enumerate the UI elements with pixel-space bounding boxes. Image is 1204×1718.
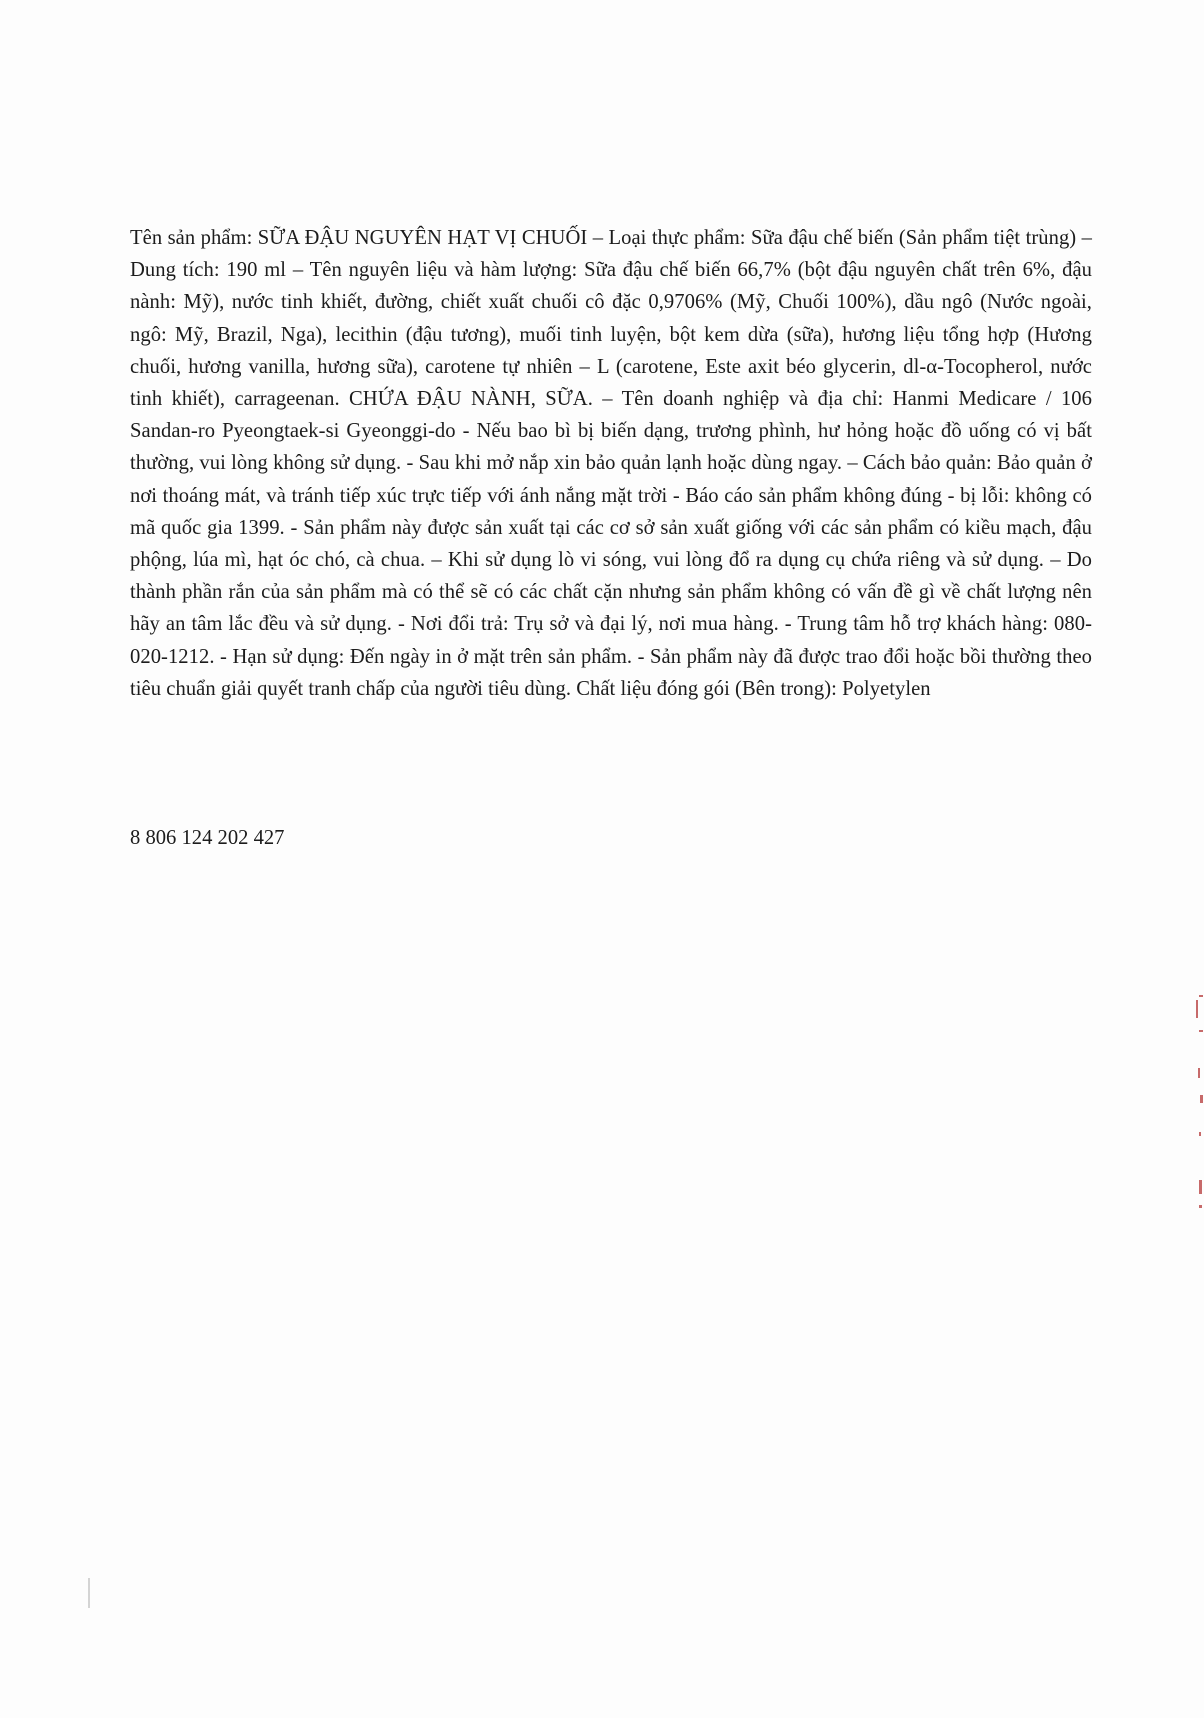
scan-artifact — [1199, 1180, 1202, 1194]
scan-artifact — [1198, 1068, 1200, 1078]
scan-artifact — [1196, 1000, 1198, 1018]
product-label-paragraph: Tên sản phẩm: SỮA ĐẬU NGUYÊN HẠT VỊ CHUỐI – Loại thực phẩm: Sữa đậu chế biến (Sản phẩm tiệt trùng) – Dung tích: 190 ml – Tên nguyên liệu và hàm lượng: Sữa đậu chế biến 66,7% (bột đậu nguyên chất trên 6%, đậu nành: Mỹ), nước tinh khiết, đường, chiết xuất chuối cô đặc 0,9706% (Mỹ, Chuối 100%), dầu ngô (Nước ngoài, ngô: Mỹ, Brazil, Nga), lecithin (đậu tương), muối tinh luyện, bột kem dừa (sữa), hương liệu tổng hợp (Hương chuối, hương vanilla, hương sữa), carotene tự nhiên – L (carotene, Este axit béo glycerin, dl-α-Tocopherol, nước tinh khiết), carrageenan. CHỨA ĐẬU NÀNH, SỮA. – Tên doanh nghiệp và địa chỉ: Hanmi Medicare / 106 Sandan-ro Pyeongtaek-si Gyeonggi-do - Nếu bao bì bị biến dạng, trương phình, hư hỏng hoặc đồ uống có vị bất thường, vui lòng không sử dụng. - Sau khi mở nắp xin bảo quản lạnh hoặc dùng ngay. – Cách bảo quản: Bảo quản ở nơi thoáng mát, và tránh tiếp xúc trực tiếp với ánh nắng mặt trời - Báo cáo sản phẩm không đúng - bị lỗi: không có mã quốc gia 1399. - Sản phẩm này được sản xuất tại các cơ sở sản xuất giống với các sản phẩm có kiều mạch, đậu phộng, lúa mì, hạt óc chó, cà chua. – Khi sử dụng lò vi sóng, vui lòng đổ ra dụng cụ chứa riêng và sử dụng. – Do thành phần rắn của sản phẩm mà có thể sẽ có các chất cặn nhưng sản phẩm không có vấn đề gì về chất lượng nên hãy an tâm lắc đều và sử dụng. - Nơi đổi trả: Trụ sở và đại lý, nơi mua hàng. - Trung tâm hỗ trợ khách hàng: 080-020-1212. - Hạn sử dụng: Đến ngày in ở mặt trên sản phẩm. - Sản phẩm này đã được trao đổi hoặc bồi thường theo tiêu chuẩn giải quyết tranh chấp của người tiêu dùng. Chất liệu đóng gói (Bên trong): Polyetylen — [130, 227, 1092, 700]
scan-artifact — [1200, 1095, 1203, 1103]
scan-line-artifact — [88, 1578, 90, 1608]
scan-artifact — [1199, 1030, 1203, 1032]
barcode-number: 8 806 124 202 427 — [130, 827, 285, 849]
scan-artifact — [1199, 1132, 1201, 1136]
scan-artifact — [1199, 995, 1203, 997]
scan-artifact — [1199, 1205, 1202, 1208]
